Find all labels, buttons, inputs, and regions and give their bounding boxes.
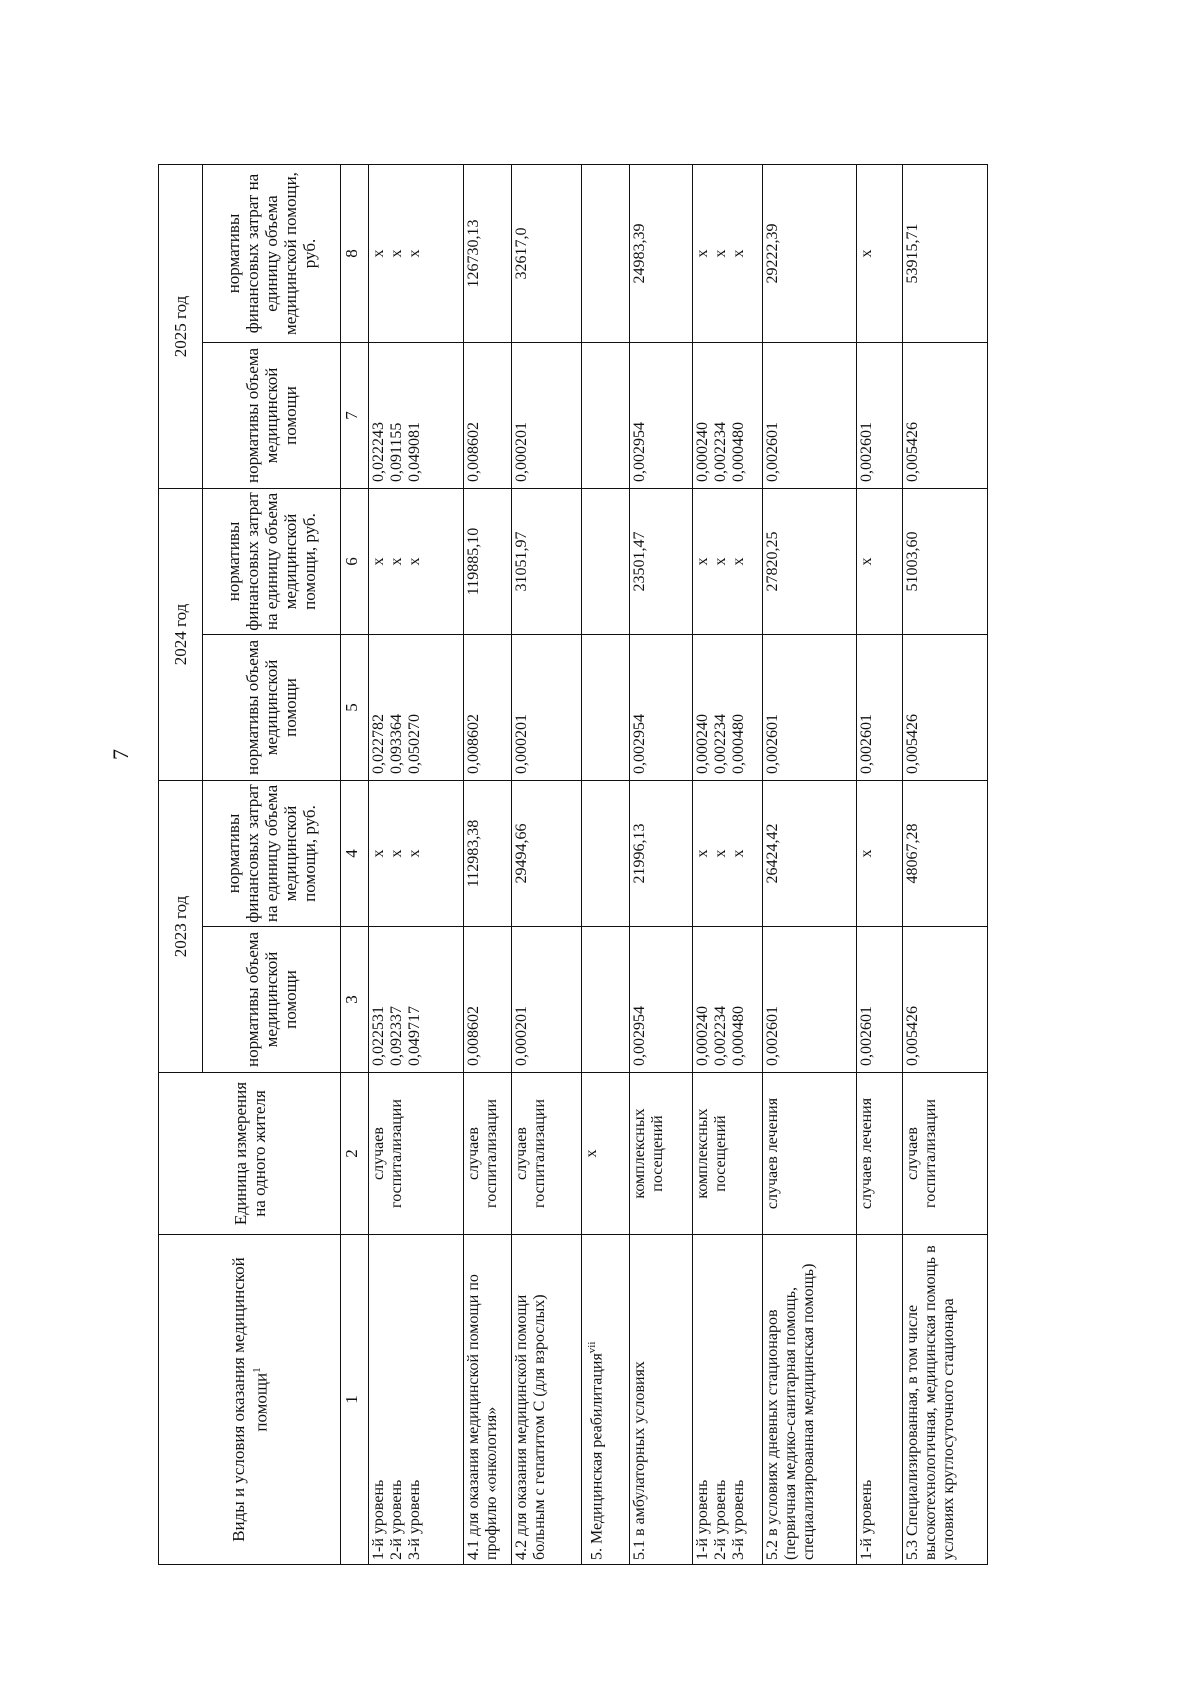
rotated-table-container bbox=[158, 165, 988, 1565]
cell-kind: 5.2 в условиях дневных стационаров (первичная медико-санитарная помощь, специализированная медицинская помощь) bbox=[763, 1235, 857, 1565]
cell-cost-2025: 53915,71 bbox=[903, 165, 988, 343]
cell-cost-2025: 24983,39 bbox=[630, 165, 693, 343]
cell-unit: случаев госпитализации bbox=[463, 1073, 511, 1235]
cell-cost-2024: х х х bbox=[693, 489, 763, 635]
cell-volume-2023 bbox=[581, 927, 629, 1073]
col-num-4: 4 bbox=[341, 781, 369, 927]
cell-volume-2025: 0,002954 bbox=[630, 343, 693, 489]
normatives-table bbox=[158, 164, 988, 1565]
cell-cost-2023 bbox=[581, 781, 629, 927]
cell-cost-2023: 26424,42 bbox=[763, 781, 857, 927]
cell-kind: 1-й уровень bbox=[857, 1235, 903, 1565]
table-row bbox=[511, 165, 581, 1565]
cell-volume-2023: 0,022531 0,092337 0,049717 bbox=[369, 927, 463, 1073]
cell-volume-2023: 0,002601 bbox=[857, 927, 903, 1073]
cell-kind: 4.2 для оказания медицинской помощи больным с гепатитом С (для взрослых) bbox=[511, 1235, 581, 1565]
cell-cost-2025 bbox=[581, 165, 629, 343]
cell-kind: 1-й уровень 2-й уровень 3-й уровень bbox=[693, 1235, 763, 1565]
cell-unit: комплексных посещений bbox=[630, 1073, 693, 1235]
cell-volume-2024: 0,000240 0,002234 0,000480 bbox=[693, 635, 763, 781]
cell-volume-2023: 0,005426 bbox=[903, 927, 988, 1073]
header-unit: Единица измерения на одного жителя bbox=[159, 1073, 341, 1235]
cell-cost-2023: 48067,28 bbox=[903, 781, 988, 927]
table-row bbox=[463, 165, 511, 1565]
cell-cost-2025: х х х bbox=[693, 165, 763, 343]
cell-cost-2025: х х х bbox=[369, 165, 463, 343]
cell-cost-2025: х bbox=[857, 165, 903, 343]
cell-kind: 4.1 для оказания медицинской помощи по профилю «онкология» bbox=[463, 1235, 511, 1565]
cell-volume-2025: 0,000240 0,002234 0,000480 bbox=[693, 343, 763, 489]
cell-kind: 5.1 в амбулаторных условиях bbox=[630, 1235, 693, 1565]
cell-kind: 5.3 Специализированная, в том числе высокотехнологичная, медицинская помощь в условиях круглосуточного стационара bbox=[903, 1235, 988, 1565]
table-row bbox=[630, 165, 693, 1565]
cell-volume-2025: 0,008602 bbox=[463, 343, 511, 489]
table-row bbox=[903, 165, 988, 1565]
cell-volume-2023: 0,000201 bbox=[511, 927, 581, 1073]
cell-volume-2024: 0,002601 bbox=[857, 635, 903, 781]
cell-cost-2024: х bbox=[857, 489, 903, 635]
cell-unit: х bbox=[581, 1073, 629, 1235]
header-vol-2025: нормативы объема медицинской помощи bbox=[202, 343, 341, 489]
cell-cost-2024: 23501,47 bbox=[630, 489, 693, 635]
header-year-2023: 2023 год bbox=[159, 781, 203, 1073]
cell-volume-2023: 0,002954 bbox=[630, 927, 693, 1073]
col-num-6: 6 bbox=[341, 489, 369, 635]
table-row bbox=[857, 165, 903, 1565]
cell-volume-2025 bbox=[581, 343, 629, 489]
cell-cost-2023: х х х bbox=[369, 781, 463, 927]
page-number: 7 bbox=[108, 749, 133, 760]
cell-volume-2024 bbox=[581, 635, 629, 781]
cell-unit: комплексных посещений bbox=[693, 1073, 763, 1235]
table-row bbox=[693, 165, 763, 1565]
col-num-3: 3 bbox=[341, 927, 369, 1073]
header-vol-2023: нормативы объема медицинской помощи bbox=[202, 927, 341, 1073]
cell-volume-2023: 0,002601 bbox=[763, 927, 857, 1073]
cell-volume-2025: 0,002601 bbox=[857, 343, 903, 489]
header-cost-2023: нормативы финансовых затрат на единицу объема медицинской помощи, руб. bbox=[202, 781, 341, 927]
cell-cost-2025: 32617,0 bbox=[511, 165, 581, 343]
col-num-5: 5 bbox=[341, 635, 369, 781]
col-num-1: 1 bbox=[341, 1235, 369, 1565]
header-cost-2024: нормативы финансовых затрат на единицу объема медицинской помощи, руб. bbox=[202, 489, 341, 635]
header-kind: Виды и условия оказания медицинской помощи$^1$ bbox=[159, 1235, 341, 1565]
header-year-2025: 2025 год bbox=[159, 165, 203, 489]
cell-unit: случаев госпитализации bbox=[369, 1073, 463, 1235]
table-row bbox=[581, 165, 629, 1565]
cell-cost-2023: х х х bbox=[693, 781, 763, 927]
cell-volume-2023: 0,000240 0,002234 0,000480 bbox=[693, 927, 763, 1073]
cell-unit: случаев лечения bbox=[857, 1073, 903, 1235]
header-cost-2025: нормативы финансовых затрат на единицу объема медицинской помощи, руб. bbox=[202, 165, 341, 343]
cell-volume-2024: 0,022782 0,093364 0,050270 bbox=[369, 635, 463, 781]
cell-kind: 1-й уровень 2-й уровень 3-й уровень bbox=[369, 1235, 463, 1565]
cell-volume-2025: 0,000201 bbox=[511, 343, 581, 489]
cell-volume-2024: 0,000201 bbox=[511, 635, 581, 781]
header-year-2024: 2024 год bbox=[159, 489, 203, 781]
cell-cost-2024: 119885,10 bbox=[463, 489, 511, 635]
col-num-7: 7 bbox=[341, 343, 369, 489]
cell-kind: 5. Медицинская реабилитация$^{vii}$ bbox=[581, 1235, 629, 1565]
col-num-8: 8 bbox=[341, 165, 369, 343]
cell-volume-2024: 0,005426 bbox=[903, 635, 988, 781]
cell-volume-2024: 0,002954 bbox=[630, 635, 693, 781]
cell-volume-2025: 0,002601 bbox=[763, 343, 857, 489]
cell-volume-2025: 0,005426 bbox=[903, 343, 988, 489]
cell-unit: случаев лечения bbox=[763, 1073, 857, 1235]
table-row bbox=[763, 165, 857, 1565]
cell-cost-2024: 27820,25 bbox=[763, 489, 857, 635]
cell-unit: случаев госпитализации bbox=[903, 1073, 988, 1235]
cell-cost-2025: 29222,39 bbox=[763, 165, 857, 343]
cell-cost-2023: 21996,13 bbox=[630, 781, 693, 927]
cell-unit: случаев госпитализации bbox=[511, 1073, 581, 1235]
col-num-2: 2 bbox=[341, 1073, 369, 1235]
cell-volume-2023: 0,008602 bbox=[463, 927, 511, 1073]
cell-cost-2023: 112983,38 bbox=[463, 781, 511, 927]
header-vol-2024: нормативы объема медицинской помощи bbox=[202, 635, 341, 781]
cell-cost-2024: х х х bbox=[369, 489, 463, 635]
cell-volume-2025: 0,022243 0,091155 0,049081 bbox=[369, 343, 463, 489]
table-row bbox=[369, 165, 463, 1565]
cell-cost-2025: 126730,13 bbox=[463, 165, 511, 343]
cell-cost-2024: 31051,97 bbox=[511, 489, 581, 635]
cell-cost-2024 bbox=[581, 489, 629, 635]
cell-cost-2023: 29494,66 bbox=[511, 781, 581, 927]
cell-cost-2024: 51003,60 bbox=[903, 489, 988, 635]
cell-cost-2023: х bbox=[857, 781, 903, 927]
cell-volume-2024: 0,002601 bbox=[763, 635, 857, 781]
cell-volume-2024: 0,008602 bbox=[463, 635, 511, 781]
